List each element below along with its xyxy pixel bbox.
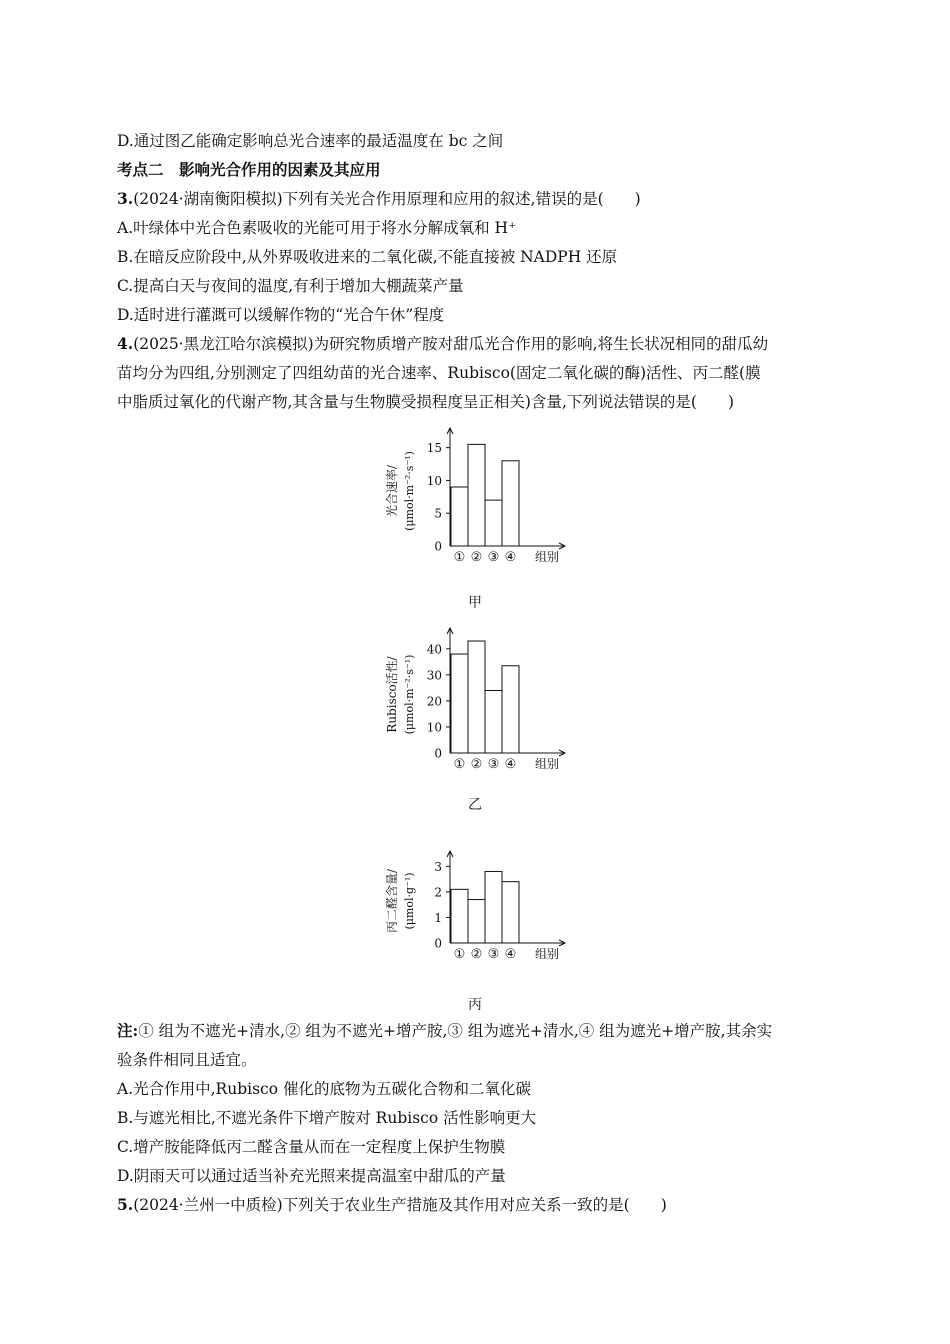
q5-stem	[117, 1194, 667, 1216]
bar	[485, 691, 502, 754]
q3-option-b: B.在暗反应阶段中,从外界吸收进来的二氧化碳,不能直接被 NADPH 还原	[117, 248, 618, 266]
y-tick-label: 0	[434, 746, 442, 761]
y-tick-label: 0	[434, 539, 442, 554]
chart-yi	[360, 620, 590, 779]
q5-stem-text: (2024·兰州一中质检)下列关于农业生产措施及其作用对应关系一致的是( )	[133, 1196, 667, 1214]
note-text1: ① 组为不遮光+清水,② 组为不遮光+增产胺,③ 组为遮光+清水,④ 组为遮光+增产胺,其余实	[138, 1022, 773, 1040]
q4-stem-line3: 中脂质过氧化的代谢产物,其含量与生物膜受损程度呈正相关)含量,下列说法错误的是( )	[117, 393, 734, 411]
q4-option-a: A.光合作用中,Rubisco 催化的底物为五碳化合物和二氧化碳	[117, 1080, 531, 1098]
chart-bing	[360, 843, 590, 972]
y-axis-unit: (μmol·m⁻²·s⁻¹)	[403, 654, 416, 735]
q3-option-d: D.适时进行灌溉可以缓解作物的“光合午休”程度	[117, 306, 445, 324]
q4-stem-text1: (2025·黑龙江哈尔滨模拟)为研究物质增产胺对甜瓜光合作用的影响,将生长状况相同的甜瓜幼	[133, 335, 769, 353]
y-tick-label: 10	[426, 473, 442, 488]
bar	[451, 487, 468, 546]
x-tick-label: ①	[453, 550, 466, 565]
x-axis-label: 组别	[535, 947, 560, 961]
bar	[485, 871, 502, 943]
y-tick-label: 20	[426, 694, 442, 709]
y-tick-label: 0	[434, 936, 442, 951]
q3-option-c: C.提高白天与夜间的温度,有利于增加大棚蔬菜产量	[117, 277, 464, 295]
q2-option-d-text: D.通过图乙能确定影响总光合速率的最适温度在 bc 之间	[117, 132, 504, 150]
x-tick-label: ②	[470, 550, 483, 565]
chart-bing-caption: 丙	[468, 997, 482, 1013]
chart-jia	[360, 420, 590, 574]
bar	[468, 900, 485, 943]
x-tick-label: ③	[487, 550, 500, 565]
x-tick-label: ①	[453, 757, 466, 772]
bar	[468, 444, 485, 546]
chart-jia-svg	[360, 420, 590, 570]
y-axis-unit: (μmol·g⁻¹)	[403, 872, 416, 930]
q3-number: 3.	[117, 189, 134, 208]
bar	[468, 641, 485, 753]
y-tick-label: 3	[434, 859, 442, 874]
q4-option-b: B.与遮光相比,不遮光条件下增产胺对 Rubisco 活性影响更大	[117, 1109, 537, 1127]
chart-bing-svg	[360, 843, 590, 968]
note-line1	[117, 1020, 772, 1042]
y-axis-label: Rubisco活性/	[385, 656, 399, 733]
x-tick-label: ④	[504, 757, 517, 772]
x-axis-label: 组别	[535, 550, 560, 564]
y-axis-unit: (μmol·m⁻²·s⁻¹)	[403, 451, 416, 531]
x-axis-label: 组别	[535, 757, 560, 771]
y-tick-label: 1	[434, 910, 442, 925]
y-tick-label: 10	[426, 720, 442, 735]
q3-stem-text: (2024·湖南衡阳模拟)下列有关光合作用原理和应用的叙述,错误的是( )	[133, 190, 641, 208]
chart-yi-caption: 乙	[468, 797, 482, 813]
q4-option-d: D.阴雨天可以通过适当补充光照来提高温室中甜瓜的产量	[117, 1167, 506, 1185]
x-tick-label: ②	[470, 947, 483, 962]
x-tick-label: ④	[504, 550, 517, 565]
bar	[502, 882, 519, 943]
y-tick-label: 5	[434, 506, 442, 521]
note-label: 注:	[117, 1021, 139, 1040]
x-tick-label: ③	[487, 947, 500, 962]
x-tick-label: ①	[453, 947, 466, 962]
note-line2: 验条件相同且适宜。	[117, 1051, 257, 1069]
section-heading: 考点二 影响光合作用的因素及其应用	[117, 160, 381, 179]
q4-stem-line1	[117, 333, 768, 355]
bar	[485, 500, 502, 546]
bar	[451, 889, 468, 943]
y-tick-label: 40	[426, 642, 442, 657]
q4-stem-line2: 苗均分为四组,分别测定了四组幼苗的光合速率、Rubisco(固定二氧化碳的酶)活性、丙二醛(膜	[117, 364, 761, 382]
y-axis-label: 丙二醛含量/	[385, 868, 399, 934]
q3-stem	[117, 188, 641, 210]
chart-jia-caption: 甲	[468, 595, 482, 611]
y-axis-label: 光合速率/	[385, 464, 399, 518]
bar	[502, 461, 519, 546]
q3-option-a: A.叶绿体中光合色素吸收的光能可用于将水分解成氧和 H⁺	[117, 219, 517, 237]
q4-number: 4.	[117, 334, 134, 353]
x-tick-label: ④	[504, 947, 517, 962]
y-tick-label: 15	[426, 441, 442, 456]
q5-number: 5.	[117, 1195, 134, 1214]
chart-yi-svg	[360, 620, 590, 775]
q2-option-d	[117, 130, 503, 152]
y-tick-label: 30	[426, 668, 442, 683]
q4-option-c: C.增产胺能降低丙二醛含量从而在一定程度上保护生物膜	[117, 1138, 506, 1156]
x-tick-label: ②	[470, 757, 483, 772]
y-tick-label: 2	[434, 885, 442, 900]
bar	[451, 654, 468, 753]
x-tick-label: ③	[487, 757, 500, 772]
bar	[502, 666, 519, 753]
